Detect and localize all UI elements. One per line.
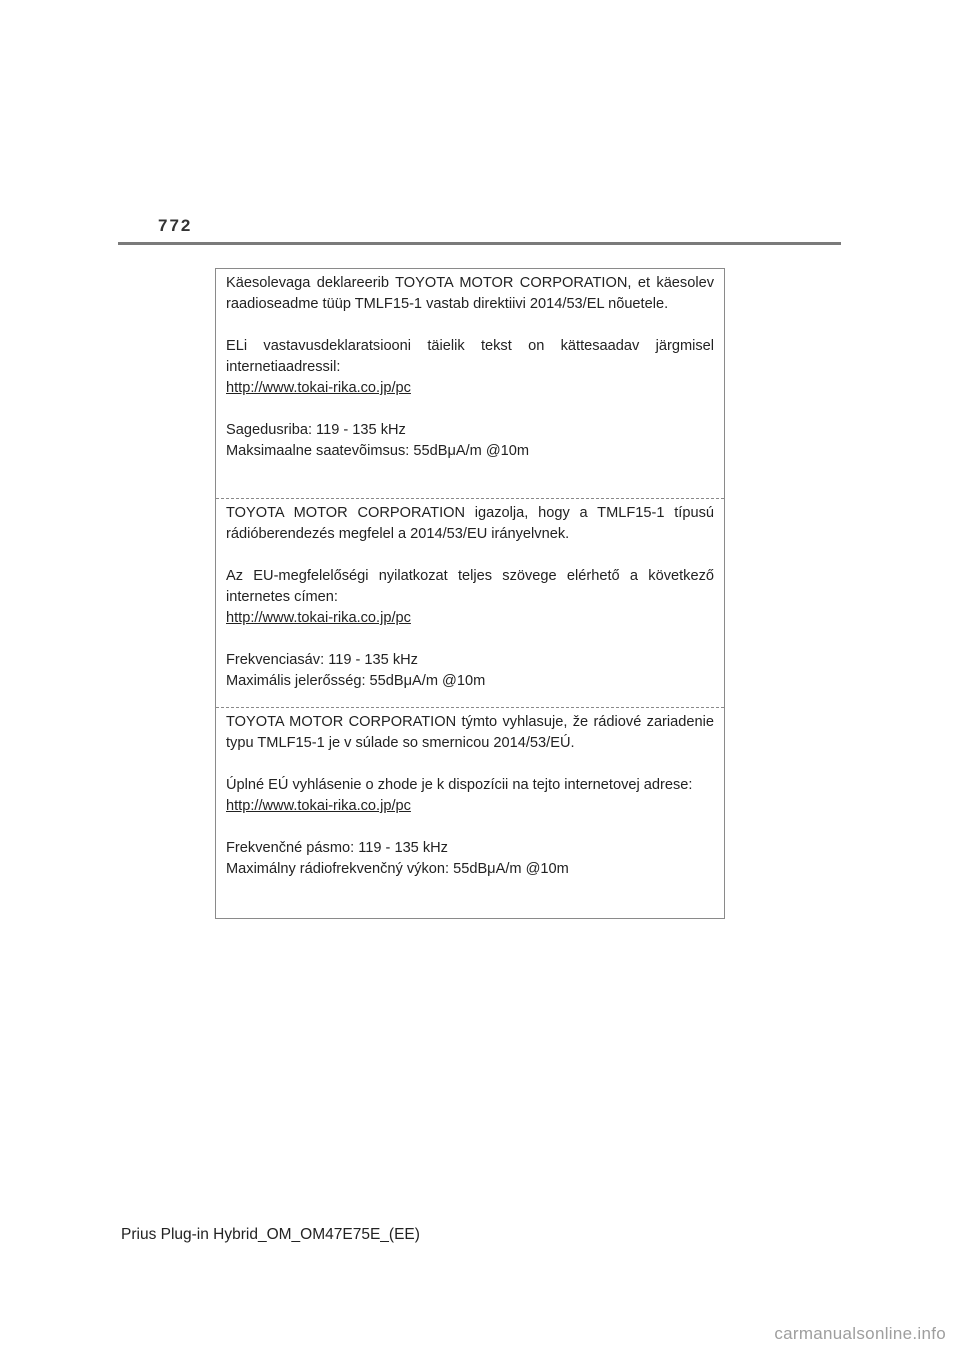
declaration-availability: Az EU-megfelelőségi nyilatkozat teljes szövege elérhető a következő internetes címen: bbox=[226, 568, 714, 605]
header-divider bbox=[118, 242, 841, 245]
max-power: Maksimaalne saatevõimsus: 55dBμA/m @10m bbox=[226, 443, 530, 459]
declaration-link[interactable]: http://www.tokai-rika.co.jp/pc bbox=[226, 380, 411, 396]
page-number: 772 bbox=[158, 216, 193, 235]
declaration-availability: ELi vastavusdeklaratsiooni täielik tekst on kättesaadav järgmisel internetiaadressil: bbox=[226, 338, 714, 375]
declaration-statement: TOYOTA MOTOR CORPORATION týmto vyhlasuje, že rádiové zariadenie typu TMLF15-1 je v súlade so smernicou 2014/53/EÚ. bbox=[226, 714, 714, 751]
declaration-slovak bbox=[216, 707, 724, 919]
declaration-box bbox=[215, 268, 725, 919]
footer-manual-id: Prius Plug-in Hybrid_OM_OM47E75E_(EE) bbox=[121, 1226, 420, 1243]
frequency-band: Sagedusriba: 119 - 135 kHz bbox=[226, 422, 406, 438]
declaration-hungarian bbox=[216, 498, 724, 707]
declaration-statement: Käesolevaga deklareerib TOYOTA MOTOR CORPORATION, et käesolev raadioseadme tüüp TMLF15-1 vastab direktiivi 2014/53/EL nõuetele. bbox=[226, 275, 714, 312]
declaration-link[interactable]: http://www.tokai-rika.co.jp/pc bbox=[226, 610, 411, 626]
frequency-band: Frekvenčné pásmo: 119 - 135 kHz bbox=[226, 840, 448, 856]
max-power: Maximális jelerősség: 55dBμA/m @10m bbox=[226, 673, 486, 689]
declaration-availability: Úplné EÚ vyhlásenie o zhode je k dispozícii na tejto internetovej adrese: bbox=[226, 777, 693, 793]
frequency-band: Frekvenciasáv: 119 - 135 kHz bbox=[226, 652, 418, 668]
max-power: Maximálny rádiofrekvenčný výkon: 55dBμA/m @10m bbox=[226, 861, 569, 877]
watermark: carmanualsonline.info bbox=[774, 1324, 946, 1343]
declaration-statement: TOYOTA MOTOR CORPORATION igazolja, hogy a TMLF15-1 típusú rádióberendezés megfelel a 2014/53/EU irányelvnek. bbox=[226, 505, 714, 542]
declaration-link[interactable]: http://www.tokai-rika.co.jp/pc bbox=[226, 798, 411, 814]
declaration-estonian bbox=[216, 269, 724, 498]
